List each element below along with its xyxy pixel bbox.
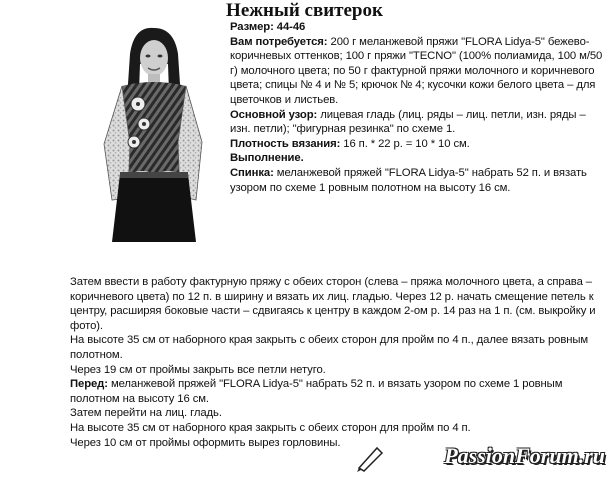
pattern-label: Основной узор: <box>230 108 318 121</box>
watermark-text: PassionForum.ru <box>444 443 605 468</box>
size-value: 44-46 <box>276 21 306 33</box>
site-watermark <box>355 440 605 478</box>
instructions-paragraph-1: Затем ввести в работу фактурную пряжу с обеих сторон (слева – пряжа молочного цвета, а справа – коричневого цвета) по 12 п. в ширину и вязать их лиц. гладью. Через 12 р. начать смещение петель к центру, расширяя боковые части – сдвигаясь к центру в каждом 2-ом р. 14 раз на 1 п. (см. выкройку и фото). <box>70 276 596 332</box>
gauge-paragraph <box>230 137 604 152</box>
instructions-paragraph-6: На высоте 35 см от наборного края закрыть с обеих сторон для пройм по 4 п. <box>70 421 471 434</box>
size-label: Размер: <box>230 21 274 33</box>
materials-paragraph <box>230 35 604 108</box>
gauge-text: 16 п. * 22 р. = 10 * 10 см. <box>340 137 470 150</box>
execution-label: Выполнение. <box>230 152 304 165</box>
instructions-paragraph-3: Через 19 см от проймы закрыть все петли нетуго. <box>70 363 326 376</box>
woman-in-sweater-photo-icon <box>82 24 220 242</box>
instructions-text <box>70 275 606 450</box>
page-title: Нежный свитерок <box>226 0 383 21</box>
materials-text: 200 г меланжевой пряжи "FLORA Lidya-5" бежево-коричневых оттенков; 100 г пряжи "TECNO" (100% полиамида, 100 м/50 г) молочного цвета; по 50 г фактурной пряжи молочного и коричневого цвета; спицы № 4 и № 5; крючок № 4; кусочки кожи белого цвета – для цветочков и листьев. <box>230 35 603 106</box>
front-label: Перед: <box>70 378 108 391</box>
back-text: меланжевой пряжей "FLORA Lidya-5" набрать 52 п. и вязать узором по схеме 1 ровным полотном на высоту 16 см. <box>230 166 587 194</box>
front-paragraph <box>70 377 606 406</box>
back-paragraph <box>230 166 604 195</box>
intro-text <box>230 20 604 195</box>
materials-label: Вам потребуется: <box>230 35 328 48</box>
size-line <box>230 20 604 35</box>
pattern-text: лицевая гладь (лиц. ряды – лиц. петли, изн. ряды – изн. петли); "фигурная резинка" по схеме 1. <box>230 108 586 136</box>
gauge-label: Плотность вязания: <box>230 137 341 150</box>
pen-icon <box>355 444 385 472</box>
back-label: Спинка: <box>230 166 274 179</box>
pattern-paragraph <box>230 108 604 137</box>
instructions-paragraph-5: Затем перейти на лиц. гладь. <box>70 407 222 420</box>
model-photo <box>82 24 220 242</box>
instructions-paragraph-7: Через 10 см от проймы оформить вырез горловины. <box>70 436 341 449</box>
instructions-paragraph-2: На высоте 35 см от наборного края закрыть с обеих сторон для пройм по 4 п., далее вязать ровным полотном. <box>70 334 589 361</box>
front-text: меланжевой пряжей "FLORA Lidya-5" набрать 52 п. и вязать узором по схеме 1 ровным полотном на высоту 16 см. <box>70 378 563 405</box>
execution-heading <box>230 151 604 166</box>
